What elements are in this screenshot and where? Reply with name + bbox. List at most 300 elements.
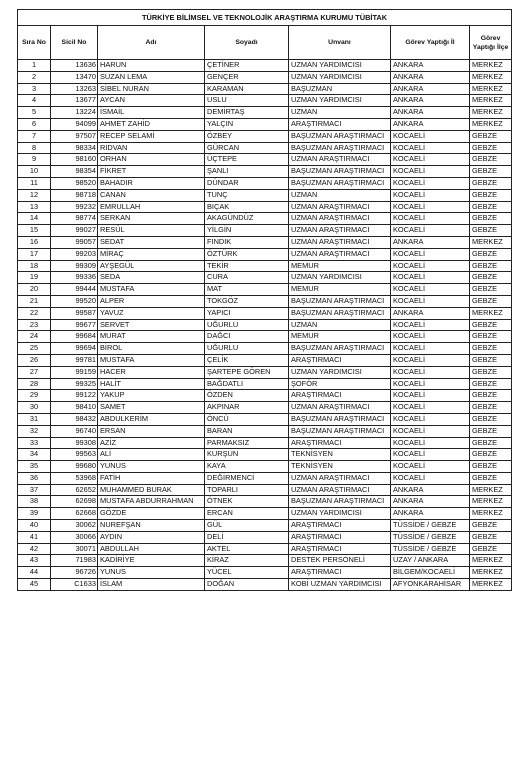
sicil-no-cell: 30066 [51,531,98,543]
unvani-cell: BAŞUZMAN ARAŞTIRMACI [289,343,391,355]
gorev-ilce-cell: GEBZE [470,213,512,225]
soyadi-cell: UĞURLU [205,343,289,355]
gorev-il-cell: ANKARA [391,60,470,72]
gorev-il-cell: KOCAELİ [391,354,470,366]
soyadi-cell: KARAMAN [205,83,289,95]
sicil-no-cell: 99563 [51,449,98,461]
sira-no-cell: 7 [18,130,51,142]
table-row [18,366,512,378]
adi-cell: ABDULLAH [98,543,205,555]
unvani-cell: UZMAN ARAŞTIRMACI [289,213,391,225]
unvani-cell: KOBİ UZMAN YARDIMCISI [289,579,391,591]
table-row [18,331,512,343]
sicil-no-cell: 99781 [51,354,98,366]
gorev-il-cell: KOCAELİ [391,189,470,201]
adi-cell: KADİRİYE [98,555,205,567]
gorev-ilce-cell: GEBZE [470,166,512,178]
gorev-ilce-cell: GEBZE [470,154,512,166]
table-row [18,567,512,579]
gorev-il-cell: KOCAELİ [391,437,470,449]
sira-no-cell: 15 [18,225,51,237]
table-row [18,284,512,296]
gorev-il-cell: ANKARA [391,71,470,83]
gorev-il-cell: KOCAELİ [391,201,470,213]
gorev-ilce-cell: MERKEZ [470,83,512,95]
sicil-no-cell: 98410 [51,402,98,414]
gorev-il-cell: KOCAELİ [391,413,470,425]
gorev-ilce-cell: GEBZE [470,295,512,307]
sicil-no-cell: 99308 [51,437,98,449]
sicil-no-cell: 13470 [51,71,98,83]
unvani-cell: BAŞUZMAN ARAŞTIRMACI [289,166,391,178]
unvani-cell: BAŞUZMAN ARAŞTIRMACI [289,425,391,437]
soyadi-cell: GÜRCAN [205,142,289,154]
sira-no-cell: 20 [18,284,51,296]
table-row [18,166,512,178]
gorev-il-cell: KOCAELİ [391,272,470,284]
table-row [18,543,512,555]
gorev-il-cell: KOCAELİ [391,331,470,343]
unvani-cell: TEKNİSYEN [289,461,391,473]
soyadi-cell: AKPINAR [205,402,289,414]
sicil-no-cell: 62652 [51,484,98,496]
unvani-cell: ARAŞTIRMACI [289,437,391,449]
gorev-ilce-cell: MERKEZ [470,484,512,496]
gorev-ilce-cell: GEBZE [470,413,512,425]
gorev-il-cell: AFYONKARAHİSAR [391,579,470,591]
soyadi-cell: TUNÇ [205,189,289,201]
gorev-il-cell: KOCAELİ [391,213,470,225]
table-row [18,472,512,484]
sira-no-cell: 4 [18,95,51,107]
gorev-ilce-cell: MERKEZ [470,60,512,72]
soyadi-cell: TOKGÖZ [205,295,289,307]
sicil-no-cell: 99203 [51,248,98,260]
soyadi-cell: YALÇIN [205,118,289,130]
sicil-no-cell: 96726 [51,567,98,579]
soyadi-cell: DÜNDAR [205,177,289,189]
unvani-cell: ŞOFÖR [289,378,391,390]
sira-no-cell: 18 [18,260,51,272]
unvani-cell: BAŞUZMAN ARAŞTIRMACI [289,130,391,142]
sicil-no-cell: 98160 [51,154,98,166]
adi-cell: SAMET [98,402,205,414]
adi-cell: AYDIN [98,531,205,543]
soyadi-cell: YÜCEL [205,567,289,579]
soyadi-cell: AKTEL [205,543,289,555]
soyadi-cell: ÜÇTEPE [205,154,289,166]
unvani-cell: UZMAN [289,189,391,201]
gorev-ilce-cell: GEBZE [470,472,512,484]
adi-cell: MUSTAFA [98,354,205,366]
gorev-ilce-cell: GEBZE [470,319,512,331]
gorev-il-cell: ANKARA [391,95,470,107]
gorev-ilce-cell: GEBZE [470,461,512,473]
adi-cell: AZİZ [98,437,205,449]
soyadi-cell: DOĞAN [205,579,289,591]
adi-cell: HACER [98,366,205,378]
adi-cell: MUHAMMED BURAK [98,484,205,496]
sicil-no-cell: 99159 [51,366,98,378]
gorev-ilce-cell: GEBZE [470,201,512,213]
gorev-il-cell: KOCAELİ [391,472,470,484]
sira-no-cell: 34 [18,449,51,461]
gorev-ilce-cell: GEBZE [470,437,512,449]
gorev-il-cell: KOCAELİ [391,166,470,178]
soyadi-cell: ERCAN [205,508,289,520]
table-row [18,343,512,355]
table-row [18,130,512,142]
gorev-il-cell: KOCAELİ [391,378,470,390]
sira-no-cell: 16 [18,236,51,248]
gorev-ilce-cell: GEBZE [470,402,512,414]
gorev-ilce-cell: GEBZE [470,520,512,532]
sira-no-cell: 9 [18,154,51,166]
adi-cell: CANAN [98,189,205,201]
gorev-ilce-cell: MERKEZ [470,307,512,319]
soyadi-cell: TOPARLI [205,484,289,496]
sicil-no-cell: 98520 [51,177,98,189]
column-header-unvani: Unvanı [289,26,391,60]
sira-no-cell: 42 [18,543,51,555]
table-row [18,413,512,425]
document-title: TÜRKİYE BİLİMSEL VE TEKNOLOJİK ARAŞTIRMA KURUMU TÜBİTAK [18,10,512,26]
gorev-ilce-cell: GEBZE [470,390,512,402]
adi-cell: AYŞEGÜL [98,260,205,272]
adi-cell: RESÜL [98,225,205,237]
gorev-il-cell: KOCAELİ [391,402,470,414]
sira-no-cell: 41 [18,531,51,543]
unvani-cell: UZMAN YARDIMCISI [289,95,391,107]
table-row [18,213,512,225]
unvani-cell: ARAŞTIRMACI [289,390,391,402]
gorev-il-cell: KOCAELİ [391,248,470,260]
sira-no-cell: 14 [18,213,51,225]
sira-no-cell: 25 [18,343,51,355]
soyadi-cell: CURA [205,272,289,284]
sira-no-cell: 3 [18,83,51,95]
adi-cell: SUZAN LEMA [98,71,205,83]
table-row [18,107,512,119]
sicil-no-cell: 13636 [51,60,98,72]
gorev-ilce-cell: MERKEZ [470,71,512,83]
header-row [18,26,512,60]
adi-cell: SEDA [98,272,205,284]
soyadi-cell: ÖNCÜ [205,413,289,425]
gorev-ilce-cell: GEBZE [470,354,512,366]
sira-no-cell: 31 [18,413,51,425]
table-row [18,60,512,72]
table-row [18,71,512,83]
adi-cell: İSMAİL [98,107,205,119]
unvani-cell: BAŞUZMAN ARAŞTIRMACI [289,307,391,319]
soyadi-cell: YAPICI [205,307,289,319]
adi-cell: ORHAN [98,154,205,166]
sira-no-cell: 2 [18,71,51,83]
gorev-ilce-cell: GEBZE [470,248,512,260]
adi-cell: ALPER [98,295,205,307]
gorev-il-cell: KOCAELİ [391,319,470,331]
gorev-il-cell: ANKARA [391,107,470,119]
gorev-ilce-cell: MERKEZ [470,579,512,591]
adi-cell: GÖZDE [98,508,205,520]
sira-no-cell: 39 [18,508,51,520]
adi-cell: MUSTAFA [98,284,205,296]
gorev-ilce-cell: GEBZE [470,366,512,378]
table-row [18,484,512,496]
unvani-cell: UZMAN ARAŞTIRMACI [289,236,391,248]
gorev-il-cell: KOCAELİ [391,225,470,237]
gorev-ilce-cell: GEBZE [470,130,512,142]
soyadi-cell: BIÇAK [205,201,289,213]
soyadi-cell: KURŞUN [205,449,289,461]
gorev-ilce-cell: GEBZE [470,260,512,272]
sicil-no-cell: 99680 [51,461,98,473]
table-row [18,307,512,319]
sira-no-cell: 1 [18,60,51,72]
unvani-cell: ARAŞTIRMACI [289,118,391,130]
adi-cell: MUSTAFA ABDURRAHMAN [98,496,205,508]
adi-cell: İSLAM [98,579,205,591]
table-row [18,496,512,508]
personnel-table [17,9,512,591]
soyadi-cell: PARMAKSIZ [205,437,289,449]
sicil-no-cell: 98334 [51,142,98,154]
sicil-no-cell: C1633 [51,579,98,591]
adi-cell: BAHADIR [98,177,205,189]
table-row [18,177,512,189]
gorev-il-cell: KOCAELİ [391,154,470,166]
adi-cell: HARUN [98,60,205,72]
unvani-cell: ARAŞTIRMACI [289,543,391,555]
table-row [18,118,512,130]
sira-no-cell: 11 [18,177,51,189]
gorev-il-cell: KOCAELİ [391,130,470,142]
sicil-no-cell: 99309 [51,260,98,272]
sicil-no-cell: 99232 [51,201,98,213]
sira-no-cell: 45 [18,579,51,591]
soyadi-cell: DAĞCI [205,331,289,343]
column-header-adi: Adı [98,26,205,60]
soyadi-cell: ÖZBEY [205,130,289,142]
adi-cell: EMRULLAH [98,201,205,213]
table-row [18,142,512,154]
sira-no-cell: 26 [18,354,51,366]
sicil-no-cell: 71983 [51,555,98,567]
gorev-ilce-cell: MERKEZ [470,95,512,107]
soyadi-cell: TEKİR [205,260,289,272]
sira-no-cell: 13 [18,201,51,213]
table-row [18,437,512,449]
table-row [18,295,512,307]
table-row [18,531,512,543]
sicil-no-cell: 98432 [51,413,98,425]
gorev-il-cell: KOCAELİ [391,284,470,296]
sira-no-cell: 24 [18,331,51,343]
table-row [18,354,512,366]
sira-no-cell: 12 [18,189,51,201]
sira-no-cell: 44 [18,567,51,579]
sicil-no-cell: 30062 [51,520,98,532]
gorev-il-cell: KOCAELİ [391,390,470,402]
sicil-no-cell: 99677 [51,319,98,331]
soyadi-cell: YİLGİN [205,225,289,237]
adi-cell: SİBEL NURAN [98,83,205,95]
column-header-sicil-no: Sicil No [51,26,98,60]
unvani-cell: UZMAN ARAŞTIRMACI [289,154,391,166]
gorev-il-cell: KOCAELİ [391,449,470,461]
soyadi-cell: FINDIK [205,236,289,248]
sicil-no-cell: 13677 [51,95,98,107]
adi-cell: SERKAN [98,213,205,225]
gorev-il-cell: KOCAELİ [391,343,470,355]
adi-cell: MİRAÇ [98,248,205,260]
gorev-ilce-cell: GEBZE [470,142,512,154]
adi-cell: SERVET [98,319,205,331]
soyadi-cell: BAĞDATLI [205,378,289,390]
gorev-ilce-cell: GEBZE [470,177,512,189]
gorev-ilce-cell: MERKEZ [470,118,512,130]
adi-cell: FATİH [98,472,205,484]
table-row [18,579,512,591]
soyadi-cell: GÜL [205,520,289,532]
soyadi-cell: KAYA [205,461,289,473]
soyadi-cell: ÖZTÜRK [205,248,289,260]
sicil-no-cell: 99336 [51,272,98,284]
sira-no-cell: 38 [18,496,51,508]
gorev-il-cell: KOCAELİ [391,142,470,154]
adi-cell: ALİ [98,449,205,461]
table-row [18,520,512,532]
sicil-no-cell: 62698 [51,496,98,508]
gorev-ilce-cell: GEBZE [470,284,512,296]
sira-no-cell: 33 [18,437,51,449]
gorev-il-cell: ANKARA [391,83,470,95]
soyadi-cell: ŞARTEPE GÖREN [205,366,289,378]
gorev-ilce-cell: GEBZE [470,272,512,284]
unvani-cell: MEMUR [289,284,391,296]
unvani-cell: UZMAN ARAŞTIRMACI [289,248,391,260]
sicil-no-cell: 98354 [51,166,98,178]
table-row [18,201,512,213]
gorev-ilce-cell: GEBZE [470,225,512,237]
gorev-il-cell: ANKARA [391,236,470,248]
column-header-gorev-il: Görev Yaptığı İl [391,26,470,60]
table-body [18,60,512,591]
sicil-no-cell: 99325 [51,378,98,390]
unvani-cell: UZMAN ARAŞTIRMACI [289,201,391,213]
unvani-cell: UZMAN ARAŞTIRMACI [289,225,391,237]
unvani-cell: UZMAN YARDIMCISI [289,272,391,284]
unvani-cell: BAŞUZMAN [289,83,391,95]
gorev-il-cell: KOCAELİ [391,461,470,473]
sicil-no-cell: 99684 [51,331,98,343]
unvani-cell: BAŞUZMAN ARAŞTIRMACI [289,496,391,508]
sicil-no-cell: 99057 [51,236,98,248]
gorev-ilce-cell: MERKEZ [470,107,512,119]
adi-cell: RECEP SELAMİ [98,130,205,142]
soyadi-cell: AKAGÜNDÜZ [205,213,289,225]
adi-cell: BİROL [98,343,205,355]
table-row [18,189,512,201]
gorev-il-cell: ANKARA [391,508,470,520]
gorev-il-cell: BİLGEM/KOCAELİ [391,567,470,579]
table-row [18,378,512,390]
table-row [18,83,512,95]
soyadi-cell: ÖTNEK [205,496,289,508]
sira-no-cell: 40 [18,520,51,532]
adi-cell: MURAT [98,331,205,343]
gorev-ilce-cell: GEBZE [470,531,512,543]
unvani-cell: ARAŞTIRMACI [289,531,391,543]
unvani-cell: UZMAN YARDIMCISI [289,71,391,83]
adi-cell: YAKUP [98,390,205,402]
unvani-cell: UZMAN YARDIMCISI [289,366,391,378]
gorev-il-cell: KOCAELİ [391,260,470,272]
column-header-gorev-ilce: Görev Yaptığı İlçe [470,26,512,60]
adi-cell: HALİT [98,378,205,390]
gorev-il-cell: KOCAELİ [391,425,470,437]
adi-cell: YAVUZ [98,307,205,319]
sicil-no-cell: 13263 [51,83,98,95]
soyadi-cell: MAT [205,284,289,296]
soyadi-cell: GENÇER [205,71,289,83]
adi-cell: YUNUS [98,567,205,579]
sira-no-cell: 27 [18,366,51,378]
soyadi-cell: ÇELİK [205,354,289,366]
soyadi-cell: DEĞİRMENCİ [205,472,289,484]
sicil-no-cell: 30071 [51,543,98,555]
document-sheet [17,9,511,591]
gorev-il-cell: TÜSSİDE / GEBZE [391,520,470,532]
gorev-ilce-cell: MERKEZ [470,508,512,520]
gorev-ilce-cell: GEBZE [470,543,512,555]
sicil-no-cell: 99520 [51,295,98,307]
gorev-il-cell: TÜSSİDE / GEBZE [391,543,470,555]
sicil-no-cell: 99444 [51,284,98,296]
sira-no-cell: 35 [18,461,51,473]
adi-cell: AYCAN [98,95,205,107]
sira-no-cell: 29 [18,390,51,402]
gorev-il-cell: TÜSSİDE / GEBZE [391,531,470,543]
sira-no-cell: 28 [18,378,51,390]
sicil-no-cell: 98774 [51,213,98,225]
soyadi-cell: KİRAZ [205,555,289,567]
sira-no-cell: 37 [18,484,51,496]
table-row [18,248,512,260]
sicil-no-cell: 13224 [51,107,98,119]
soyadi-cell: ÇETİNER [205,60,289,72]
unvani-cell: ARAŞTIRMACI [289,354,391,366]
sira-no-cell: 17 [18,248,51,260]
sira-no-cell: 30 [18,402,51,414]
adi-cell: RIDVAN [98,142,205,154]
gorev-ilce-cell: GEBZE [470,378,512,390]
table-row [18,260,512,272]
soyadi-cell: DEMİRTAŞ [205,107,289,119]
sira-no-cell: 23 [18,319,51,331]
unvani-cell: BAŞUZMAN ARAŞTIRMACI [289,142,391,154]
soyadi-cell: ÖZDEN [205,390,289,402]
unvani-cell: ARAŞTIRMACI [289,567,391,579]
table-row [18,425,512,437]
sira-no-cell: 10 [18,166,51,178]
unvani-cell: MEMUR [289,331,391,343]
sicil-no-cell: 94099 [51,118,98,130]
sira-no-cell: 8 [18,142,51,154]
gorev-il-cell: ANKARA [391,118,470,130]
gorev-ilce-cell: GEBZE [470,425,512,437]
